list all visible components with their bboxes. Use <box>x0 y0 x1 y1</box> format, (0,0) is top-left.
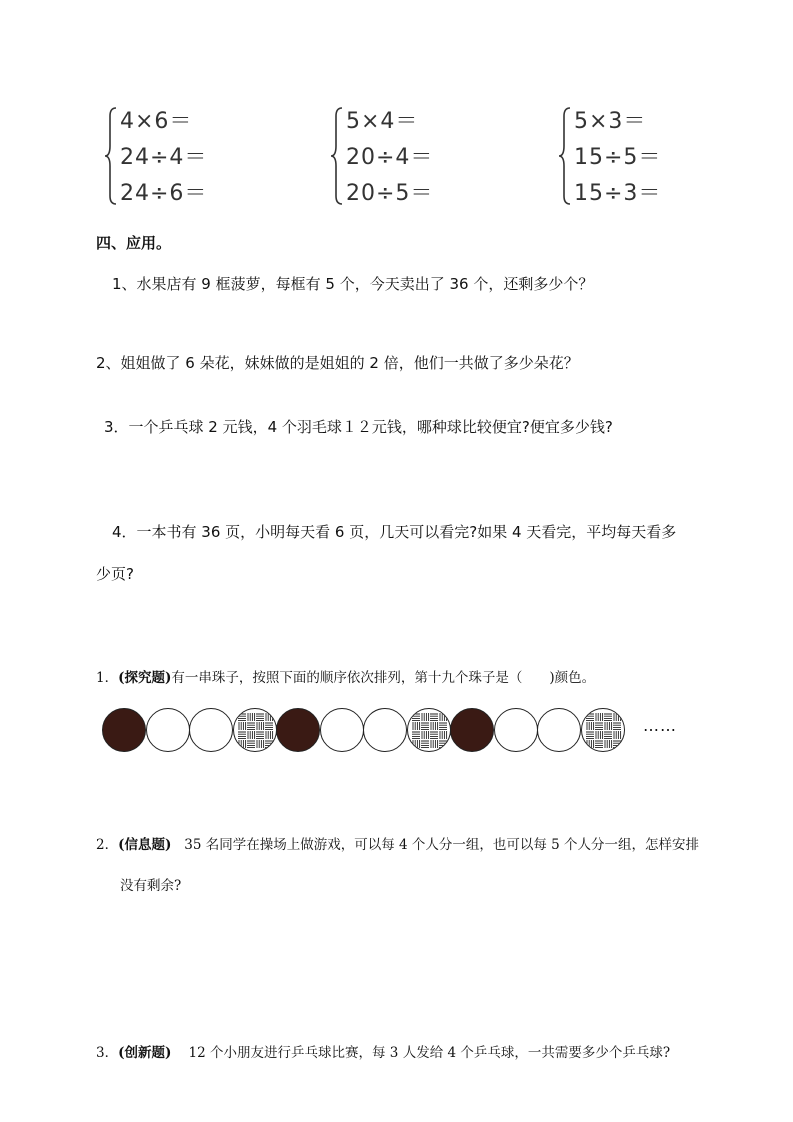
extra-number: 2． <box>96 837 119 853</box>
problem-3: 3．一个乒乓球 2 元钱，4 个羽毛球１２元钱，哪种球比较便宜?便宜多少钱? <box>104 418 613 436</box>
equation-group-2 <box>330 104 450 208</box>
bead-black <box>102 708 146 752</box>
section-title: 四、应用。 <box>96 234 172 252</box>
extra-tag: (信息题) <box>118 837 172 853</box>
extra-tag: (探究题) <box>118 670 172 686</box>
problem-1: 1、水果店有 9 框菠萝，每框有 5 个，今天卖出了 36 个，还剩多少个？ <box>112 275 594 293</box>
bead-white <box>320 708 364 752</box>
equation: 20÷4＝ <box>346 145 434 170</box>
bead-white <box>146 708 190 752</box>
equation-group-3 <box>558 104 678 208</box>
equation: 5×4＝ <box>346 109 419 134</box>
equation-group-1 <box>104 104 224 208</box>
equation: 20÷5＝ <box>346 181 434 206</box>
bead-white <box>494 708 538 752</box>
extra-problem-3 <box>96 1041 670 1061</box>
bead-black <box>450 708 494 752</box>
extra-problem-2 <box>96 833 699 853</box>
bead-pattern <box>233 708 277 752</box>
extra-number: 1． <box>96 670 119 686</box>
extra-text: 有一串珠子，按照下面的顺序依次排列，第十九个珠子是（ )颜色。 <box>171 670 596 686</box>
brace-icon <box>330 106 344 206</box>
brace-icon <box>104 106 118 206</box>
bead-pattern <box>407 708 451 752</box>
equation: 24÷4＝ <box>120 145 208 170</box>
equation: 15÷3＝ <box>574 181 662 206</box>
extra-problem-2-cont: 没有剩余? <box>120 878 182 894</box>
problem-4-cont: 少页? <box>96 565 134 583</box>
extra-text: 35 名同学在操场上做游戏，可以每 4 个人分一组，也可以每 5 个人分一组，怎样安排 <box>184 837 700 853</box>
equation: 24÷6＝ <box>120 181 208 206</box>
problem-2: 2、姐姐做了 6 朵花，妹妹做的是姐姐的 2 倍，他们一共做了多少朵花？ <box>96 354 579 372</box>
problem-4: 4．一本书有 36 页，小明每天看 6 页，几天可以看完?如果 4 天看完，平均每天看多 <box>112 523 677 541</box>
bead-white <box>189 708 233 752</box>
bead-pattern <box>581 708 625 752</box>
extra-number: 3． <box>96 1045 119 1061</box>
bead-white <box>363 708 407 752</box>
bead-black <box>276 708 320 752</box>
extra-tag: (创新题) <box>118 1045 172 1061</box>
extra-text: 12 个小朋友进行乒乓球比赛，每 3 人发给 4 个乒乓球，一共需要多少个乒乓球? <box>188 1045 671 1061</box>
equation: 15÷5＝ <box>574 145 662 170</box>
equation: 5×3＝ <box>574 109 647 134</box>
brace-icon <box>558 106 572 206</box>
ellipsis: …… <box>643 716 677 735</box>
extra-problem-1 <box>96 666 595 686</box>
equation: 4×6＝ <box>120 109 193 134</box>
bead-white <box>537 708 581 752</box>
